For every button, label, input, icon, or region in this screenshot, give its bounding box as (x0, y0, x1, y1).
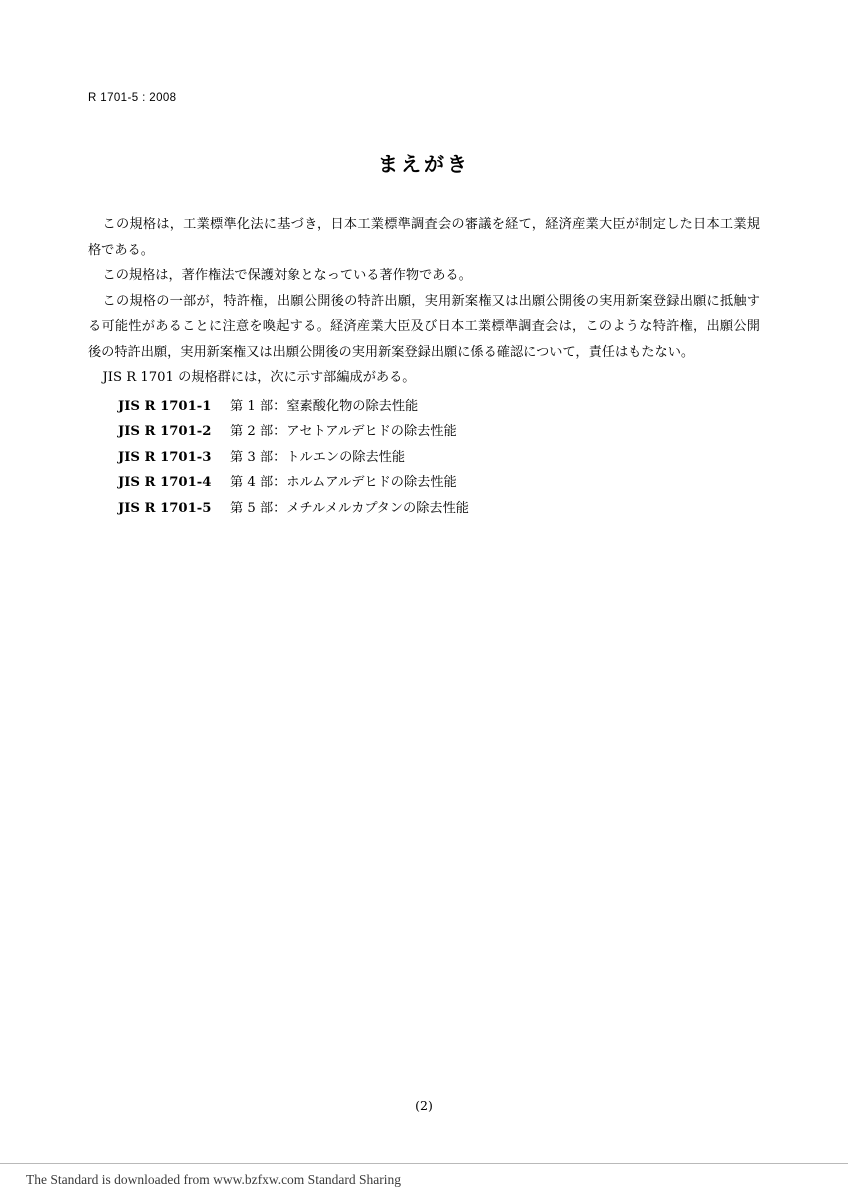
part-label: 第 4 部：ホルムアルデヒドの除去性能 (230, 475, 457, 490)
page-title: まえがき (378, 152, 470, 176)
paragraph: この規格は，著作権法で保護対象となっている著作物である。 (102, 268, 472, 283)
part-id: JIS R 1701-5 (118, 500, 212, 516)
part-id: JIS R 1701-1 (118, 398, 212, 414)
page-number: (2) (415, 1098, 433, 1113)
part-label: 第 3 部：トルエンの除去性能 (230, 449, 406, 465)
document-body (88, 212, 760, 521)
standard-parts-list (88, 394, 760, 522)
list-item (88, 419, 760, 445)
list-item (88, 445, 760, 471)
part-id: JIS R 1701-4 (118, 475, 212, 490)
list-item (88, 496, 760, 522)
part-label: 第 1 部：窒素酸化物の除去性能 (230, 398, 419, 414)
document-header-code: R 1701-5 : 2008 (88, 92, 177, 104)
part-id: JIS R 1701-3 (118, 449, 212, 465)
paragraph: JIS R 1701 の規格群には，次に示す部編成がある。 (102, 370, 416, 385)
paragraph: この規格の一部が，特許権，出願公開後の特許出願，実用新案権又は出願公開後の実用新案登録出願に抵触する可能性があることに注意を喚起する。経済産業大臣及び日本工業標準調査会は，このような特許権，出願公開後の特許出願，実用新案権又は出願公開後の実用新案登録出願に係る確認について，責任はもたない。 (88, 293, 760, 360)
footer-note: The Standard is downloaded from www.bzfxw.com Standard Sharing (26, 1172, 402, 1187)
list-item (88, 394, 760, 420)
part-label: 第 5 部：メチルメルカプタンの除去性能 (230, 500, 469, 516)
paragraph: この規格は，工業標準化法に基づき，日本工業標準調査会の審議を経て，経済産業大臣が制定した日本工業規格である。 (88, 217, 760, 258)
footer-divider (0, 1163, 848, 1164)
part-id: JIS R 1701-2 (118, 424, 212, 439)
list-item (88, 470, 760, 496)
part-label: 第 2 部：アセトアルデヒドの除去性能 (230, 424, 457, 439)
